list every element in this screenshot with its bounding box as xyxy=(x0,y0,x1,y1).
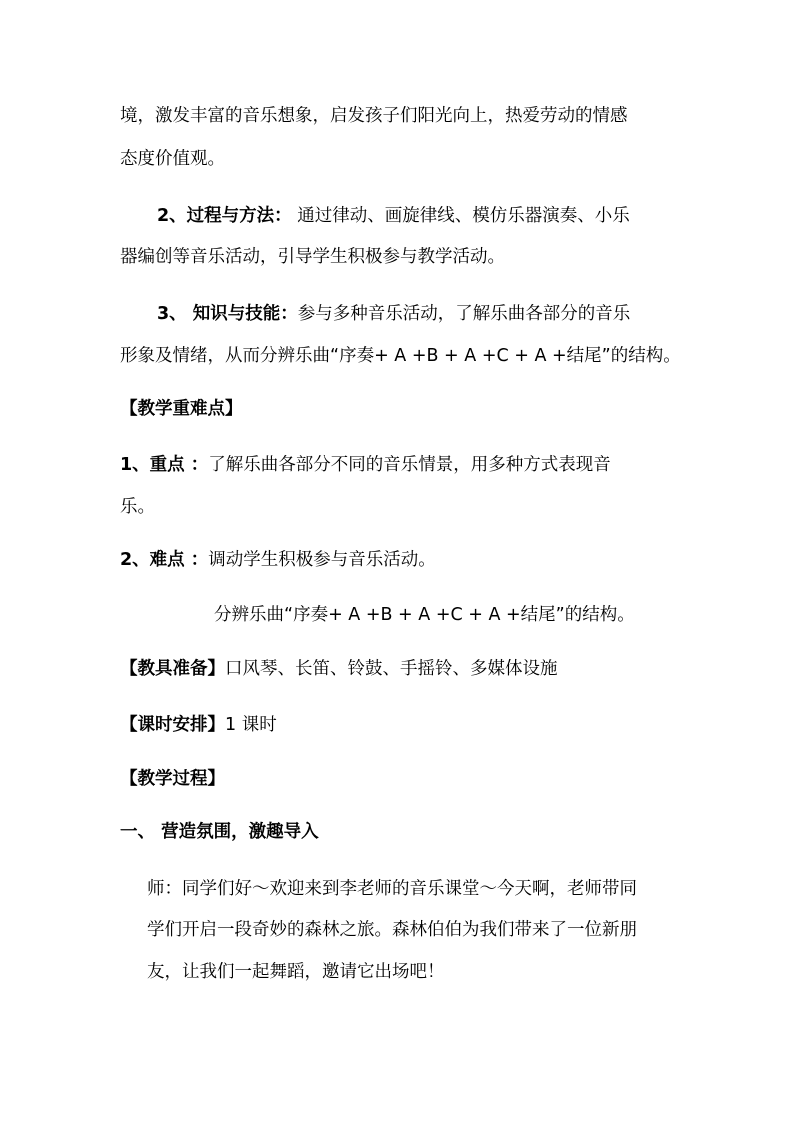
skill-line-2: 形象及情绪，从而分辨乐曲“序奏+ A +B + A +C + A +结尾”的结构。 xyxy=(120,346,681,366)
difficulty-line-2: 分辨乐曲“序奏+ A +B + A +C + A +结尾”的结构。 xyxy=(214,605,635,625)
emotion-goal-line-2: 态度价值观。 xyxy=(120,149,225,169)
teacher-line-2: 学们开启一段奇妙的森林之旅。森林伯伯为我们带来了一位新朋 xyxy=(147,920,637,940)
schedule-label: 【课时安排】 xyxy=(120,715,225,735)
emotion-goal-line-1: 境，激发丰富的音乐想象，启发孩子们阳光向上，热爱劳动的情感 xyxy=(120,106,628,126)
skill-line-1: 3、 知识与技能：参与多种音乐活动，了解乐曲各部分的音乐 xyxy=(157,304,631,324)
process-method-line-2: 器编创等音乐活动，引导学生积极参与教学活动。 xyxy=(120,247,505,267)
difficulty-label: 2、难点 ： xyxy=(120,550,209,570)
section-1-title: 一、 营造氛围，激趣导入 xyxy=(120,822,319,842)
teacher-line-1: 师：同学们好～欢迎来到李老师的音乐课堂～今天啊，老师带同 xyxy=(147,879,637,899)
materials-line: 【教具准备】口风琴、长笛、铃鼓、手摇铃、多媒体设施 xyxy=(120,659,558,679)
schedule-line: 【课时安排】1 课时 xyxy=(120,715,277,735)
process-method-line-1: 2、过程与方法： 通过律动、画旋律线、模仿乐器演奏、小乐 xyxy=(157,206,630,226)
focus-line-2: 乐。 xyxy=(120,497,155,517)
skill-label: 3、 知识与技能： xyxy=(157,304,298,324)
process-method-label: 2、过程与方法： xyxy=(157,206,292,226)
key-points-heading: 【教学重难点】 xyxy=(120,399,243,419)
process-heading: 【教学过程】 xyxy=(120,769,225,789)
focus-label: 1、重点 ： xyxy=(120,455,209,475)
focus-line-1: 1、重点 ：了解乐曲各部分不同的音乐情景，用多种方式表现音 xyxy=(120,455,611,475)
materials-label: 【教具准备】 xyxy=(120,659,225,679)
difficulty-line-1: 2、难点 ：调动学生积极参与音乐活动。 xyxy=(120,550,436,570)
teacher-line-3: 友，让我们一起舞蹈，邀请它出场吧！ xyxy=(147,962,445,982)
